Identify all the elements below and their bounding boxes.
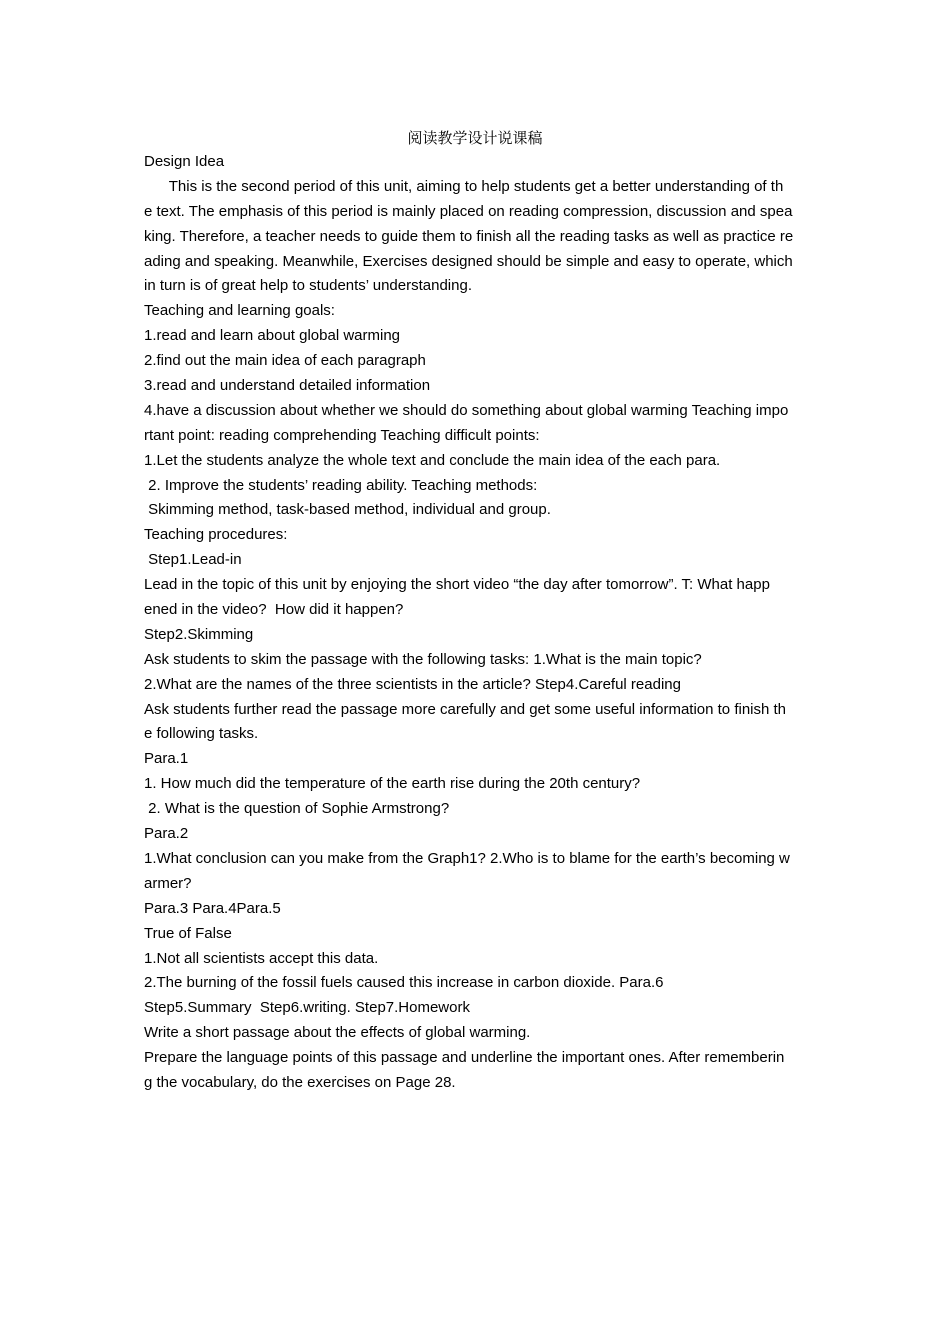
text-line: in turn is of great help to students’ understanding. xyxy=(144,277,472,295)
text-line: 2.find out the main idea of each paragraph xyxy=(144,352,426,370)
text-line: 1.Let the students analyze the whole text and conclude the main idea of the each para. xyxy=(144,451,721,469)
text-line: Step5.Summary Step6.writing. Step7.Homework xyxy=(144,999,470,1017)
text-line: Ask students to skim the passage with the following tasks: 1.What is the main topic? xyxy=(144,650,702,668)
text-line: Skimming method, task-based method, individual and group. xyxy=(144,501,551,519)
text-line: 2.The burning of the fossil fuels caused this increase in carbon dioxide. Para.6 xyxy=(144,974,664,992)
text-line: Teaching procedures: xyxy=(144,526,288,544)
document-title: 阅读教学设计说课稿 xyxy=(407,129,543,147)
text-line: Para.2 xyxy=(144,825,189,843)
text-line: 2.What are the names of the three scientists in the article? Step4.Careful reading xyxy=(144,675,681,693)
text-line: ading and speaking. Meanwhile, Exercises designed should be simple and easy to operate, which xyxy=(144,252,793,270)
text-line: 1. How much did the temperature of the earth rise during the 20th century? xyxy=(144,775,641,793)
text-line: Step2.Skimming xyxy=(144,625,254,643)
text-line: Design Idea xyxy=(144,153,225,170)
text-line: 1.What conclusion can you make from the Graph1? 2.Who is to blame for the earth’s becoming w xyxy=(144,849,790,867)
document-body xyxy=(144,150,808,1096)
text-line: This is the second period of this unit, aiming to help students get a better understanding of th xyxy=(144,177,784,195)
text-line: 1.read and learn about global warming xyxy=(144,327,401,345)
text-line: Para.1 xyxy=(144,750,189,768)
text-line: 2. Improve the students’ reading ability. Teaching methods: xyxy=(144,476,538,494)
text-line: 1.Not all scientists accept this data. xyxy=(144,949,379,967)
text-line: king. Therefore, a teacher needs to guide them to finish all the reading tasks as well as practice re xyxy=(144,227,794,245)
text-line: 3.read and understand detailed information xyxy=(144,377,431,395)
text-line: Step1.Lead-in xyxy=(144,551,242,569)
text-line: True of False xyxy=(144,924,232,942)
text-line: Prepare the language points of this passage and underline the important ones. After rememberin xyxy=(144,1049,785,1067)
text-line: armer? xyxy=(144,874,192,892)
text-line: Write a short passage about the effects of global warming. xyxy=(144,1024,531,1042)
text-line: ened in the video? How did it happen? xyxy=(144,601,404,619)
text-line: Lead in the topic of this unit by enjoying the short video “the day after tomorrow”. T: What happ xyxy=(144,576,770,594)
text-line: Teaching and learning goals: xyxy=(144,302,335,320)
text-line: e text. The emphasis of this period is mainly placed on reading compression, discussion and spea xyxy=(144,202,793,220)
text-line: g the vocabulary, do the exercises on Page 28. xyxy=(144,1073,456,1091)
text-line: 2. What is the question of Sophie Armstrong? xyxy=(144,800,450,818)
text-line: Ask students further read the passage more carefully and get some useful information to finish th xyxy=(144,700,787,718)
text-line: e following tasks. xyxy=(144,725,259,743)
text-line: 4.have a discussion about whether we should do something about global warming Teaching impo xyxy=(144,401,789,419)
text-line: rtant point: reading comprehending Teaching difficult points: xyxy=(144,426,540,444)
text-line: Para.3 Para.4Para.5 xyxy=(144,899,281,917)
